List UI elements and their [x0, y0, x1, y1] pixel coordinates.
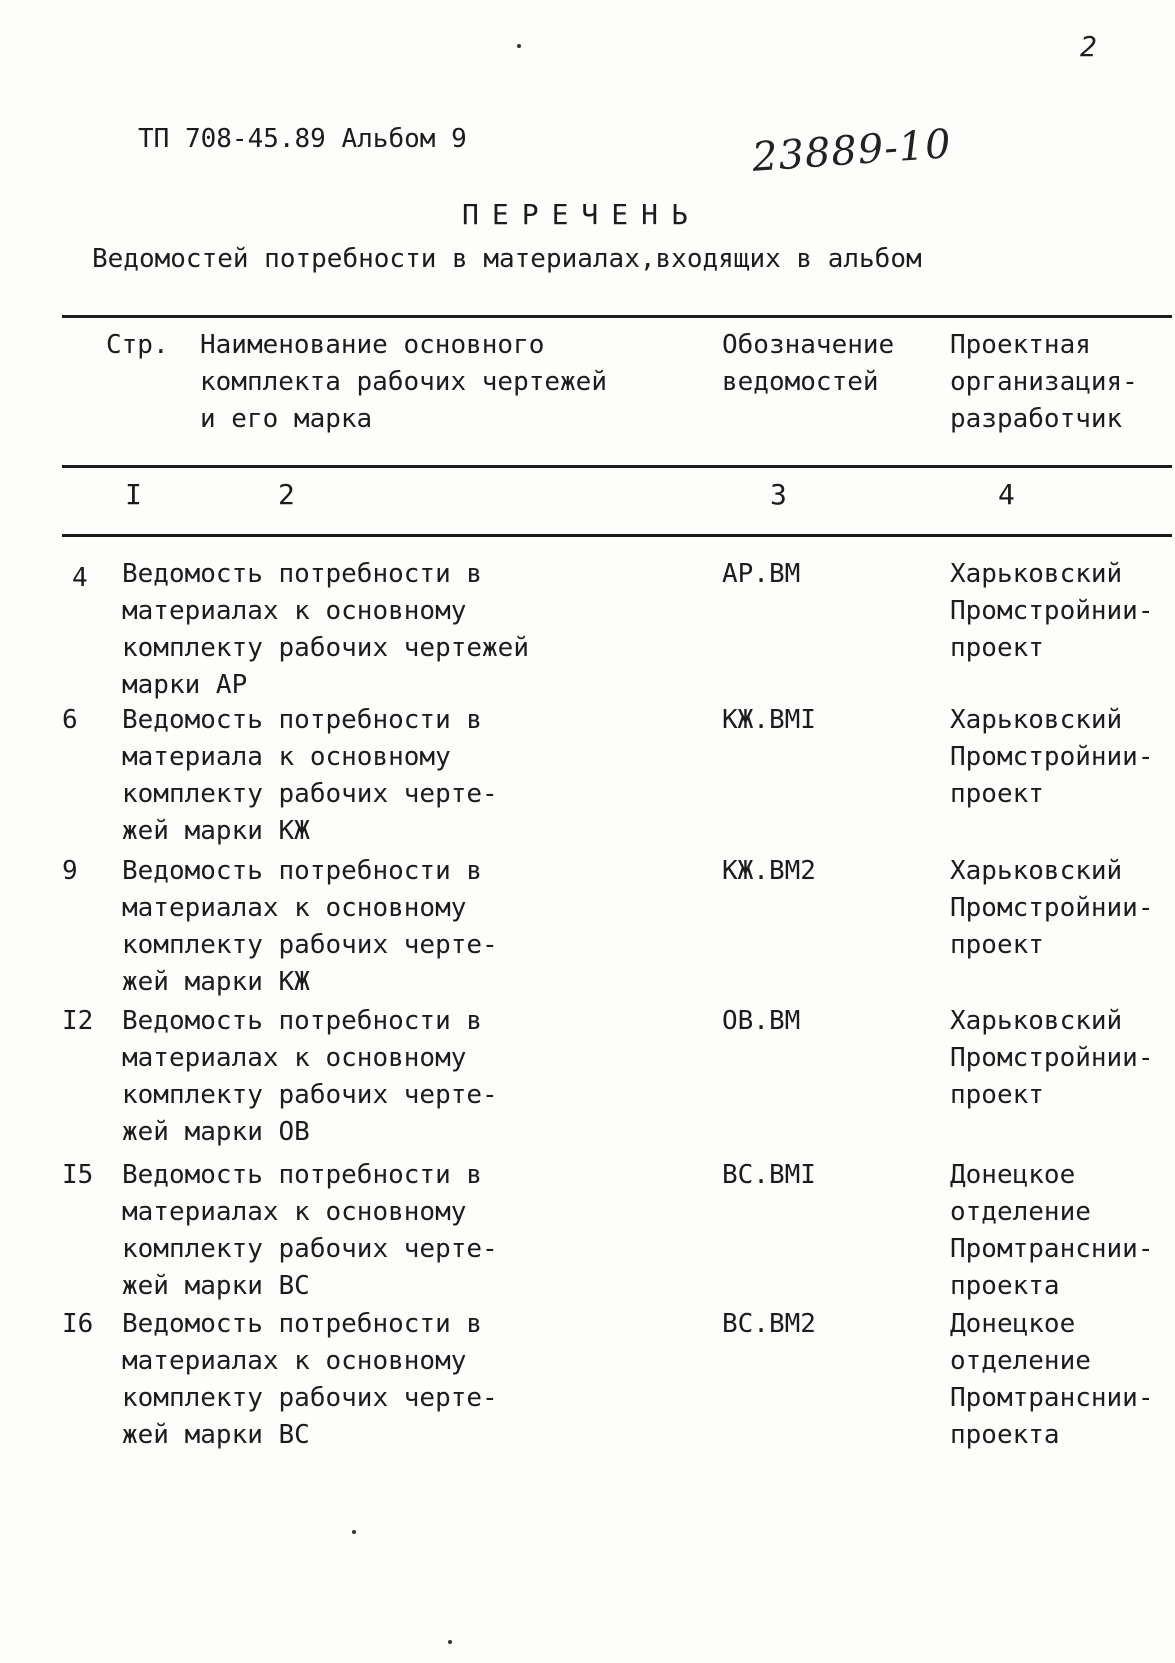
row-org: Харьковский Промстройнии- проект: [950, 559, 1154, 663]
row-code: ОВ.ВМ: [722, 1006, 801, 1036]
row-page: I6: [62, 1309, 94, 1339]
column-number-1: I: [125, 478, 142, 511]
row-page: 4: [72, 563, 88, 593]
row-name: Ведомость потребности в материалах к основному комплекту рабочих черте- жей марки КЖ: [122, 856, 498, 997]
document-title: ПЕРЕЧЕНЬ: [462, 198, 701, 231]
column-number-3: 3: [770, 478, 787, 511]
header-bottom-rule: [62, 465, 1172, 468]
row-page: 6: [62, 705, 78, 735]
row-org: Харьковский Промстройнии- проект: [950, 705, 1154, 809]
row-org: Харьковский Промстройнии- проект: [950, 856, 1154, 960]
column-number-4: 4: [998, 478, 1015, 511]
scan-speck: [517, 44, 521, 48]
row-page: 9: [62, 856, 78, 886]
row-org: Харьковский Промстройнии- проект: [950, 1006, 1154, 1110]
row-page: I5: [62, 1160, 94, 1190]
column-numbers-rule: [62, 534, 1172, 537]
row-name: Ведомость потребности в материалах к основному комплекту рабочих черте- жей марки ВС: [122, 1309, 498, 1450]
row-name: Ведомость потребности в материала к основному комплекту рабочих черте- жей марки КЖ: [122, 705, 498, 846]
column-number-2: 2: [278, 478, 295, 511]
row-name: Ведомость потребности в материалах к основному комплекту рабочих черте- жей марки ОВ: [122, 1006, 498, 1147]
header-col-name: Наименование основного комплекта рабочих чертежей и его марка: [200, 330, 607, 434]
handwritten-number: 23889-10: [750, 121, 954, 181]
header-col-page: Стр.: [106, 330, 169, 360]
scan-speck: [352, 1530, 356, 1534]
row-code: АР.ВМ: [722, 559, 801, 589]
row-org: Донецкое отделение Промтранснии- проекта: [950, 1309, 1154, 1450]
scan-speck: [448, 1640, 452, 1644]
row-name: Ведомость потребности в материалах к основному комплекту рабочих черте- жей марки ВС: [122, 1160, 498, 1301]
row-code: КЖ.ВМ2: [722, 856, 816, 886]
document-subtitle: Ведомостей потребности в материалах,входящих в альбом: [92, 244, 922, 274]
row-code: ВС.ВМ2: [722, 1309, 816, 1339]
page-number: 2: [1080, 30, 1097, 63]
header-col-code: Обозначение ведомостей: [722, 330, 895, 397]
document-reference: ТП 708-45.89 Альбом 9: [138, 124, 467, 154]
row-code: КЖ.ВМI: [722, 705, 816, 735]
table-top-rule: [62, 315, 1172, 318]
row-name: Ведомость потребности в материалах к основному комплекту рабочих чертежей марки АР: [122, 559, 529, 700]
header-col-org: Проектная организация- разработчик: [950, 330, 1138, 434]
row-code: ВС.ВМI: [722, 1160, 816, 1190]
row-page: I2: [62, 1006, 94, 1036]
row-org: Донецкое отделение Промтранснии- проекта: [950, 1160, 1154, 1301]
